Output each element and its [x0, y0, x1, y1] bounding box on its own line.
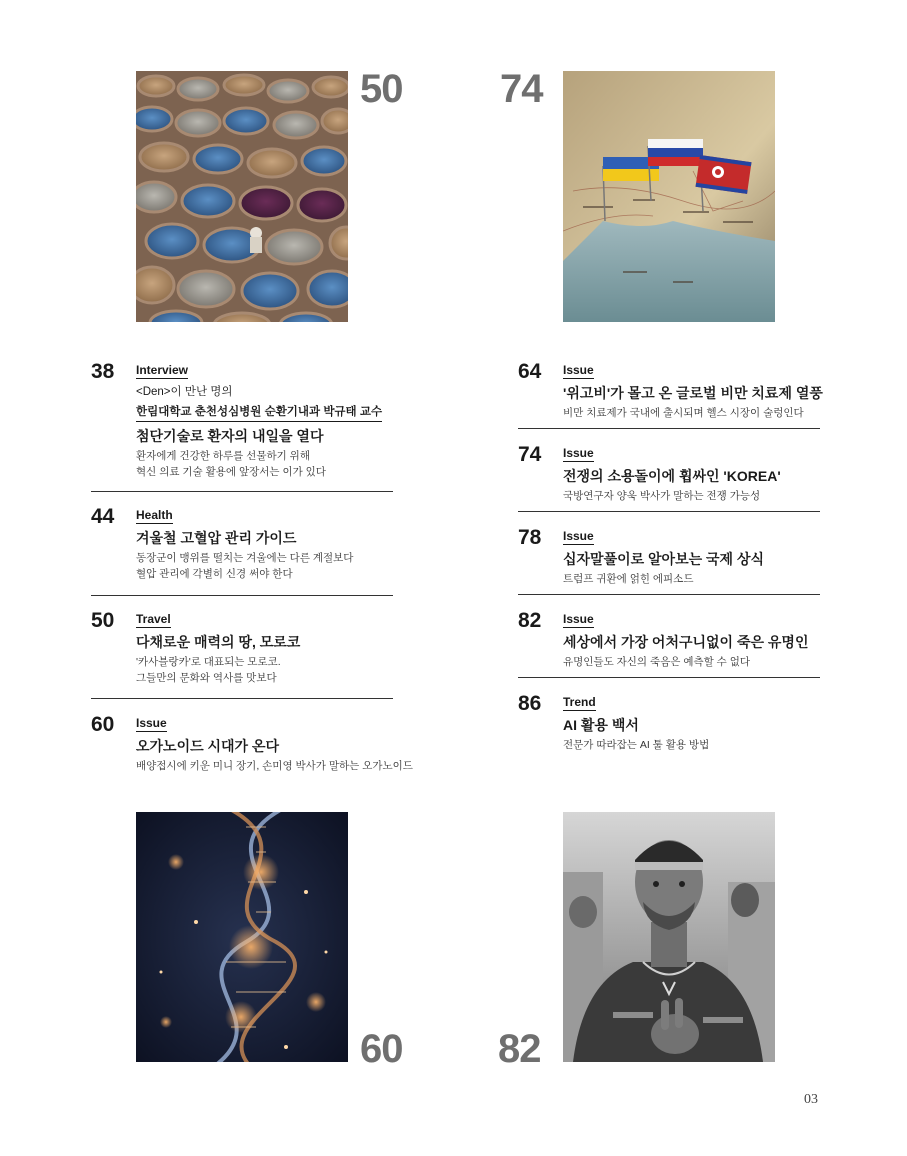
- entry-subtitle: 환자에게 건강한 하루를 선물하기 위해: [136, 450, 310, 462]
- entry-page-number: 74: [518, 443, 542, 466]
- portrait-photo: [563, 812, 775, 1062]
- entry-subtitle: 혁신 의료 기술 활용에 앞장서는 이가 있다: [136, 466, 326, 478]
- entry-page-number: 38: [91, 360, 115, 383]
- entry-category: Trend: [563, 695, 596, 709]
- page-number: 03: [804, 1092, 818, 1107]
- entry-subtitle: 혈압 관리에 각별히 신경 써야 한다: [136, 568, 293, 580]
- divider: [91, 595, 393, 596]
- tannery-page-label: 50: [360, 67, 403, 111]
- entry-subtitle: 배양접시에 키운 미니 장기, 손미영 박사가 말하는 오가노이드: [136, 760, 413, 772]
- divider: [518, 428, 820, 429]
- entry-category: Issue: [563, 612, 594, 626]
- entry-title: 겨울철 고혈압 관리 가이드: [136, 530, 297, 546]
- entry-page-number: 44: [91, 505, 115, 528]
- entry-subtitle: 국방연구자 양욱 박사가 말하는 전쟁 가능성: [563, 490, 761, 502]
- entry-category: Issue: [563, 446, 594, 460]
- entry-page-number: 60: [91, 713, 115, 736]
- entry-subtitle: 트럼프 귀환에 얽힌 에피소드: [563, 573, 694, 585]
- entry-category: Issue: [563, 529, 594, 543]
- entry-title: 전쟁의 소용돌이에 휩싸인 'KOREA': [563, 468, 781, 484]
- entry-category: Health: [136, 508, 173, 522]
- entry-title: 다채로운 매력의 땅, 모로코: [136, 634, 301, 650]
- entry-title: AI 활용 백서: [563, 717, 639, 733]
- divider: [518, 594, 820, 595]
- entry-highlight: 한림대학교 춘천성심병원 순환기내과 박규태 교수: [136, 405, 382, 422]
- entry-category: Interview: [136, 363, 189, 377]
- entry-subtitle: 비만 치료제가 국내에 출시되며 헬스 시장이 술렁인다: [563, 407, 804, 419]
- entry-title: '위고비'가 몰고 온 글로벌 비만 치료제 열풍: [563, 385, 823, 401]
- divider: [518, 677, 820, 678]
- entry-kicker: <Den>이 만난 명의: [136, 386, 233, 398]
- entry-page-number: 78: [518, 526, 542, 549]
- entry-category: Travel: [136, 612, 171, 626]
- entry-subtitle: '카사블랑카'로 대표되는 모로코.: [136, 656, 281, 668]
- divider: [91, 698, 393, 699]
- entry-title: 첨단기술로 환자의 내일을 열다: [136, 428, 324, 444]
- entry-page-number: 64: [518, 360, 542, 383]
- entry-subtitle: 동장군이 맹위를 떨치는 겨울에는 다른 계절보다: [136, 552, 354, 564]
- divider: [518, 511, 820, 512]
- entry-page-number: 50: [91, 609, 115, 632]
- entry-title: 세상에서 가장 어처구니없이 죽은 유명인: [563, 634, 809, 650]
- entry-page-number: 82: [518, 609, 542, 632]
- entry-subtitle: 그들만의 문화와 역사를 맛보다: [136, 672, 277, 684]
- entry-category: Issue: [136, 716, 167, 730]
- entry-category: Issue: [563, 363, 594, 377]
- entry-title: 십자말풀이로 알아보는 국제 상식: [563, 551, 765, 567]
- tannery-photo: [136, 71, 348, 322]
- divider: [91, 491, 393, 492]
- entry-title: 오가노이드 시대가 온다: [136, 738, 280, 754]
- map-flags-photo: [563, 71, 775, 322]
- portrait-page-label: 82: [498, 1027, 541, 1071]
- dna-page-label: 60: [360, 1027, 403, 1071]
- map-page-label: 74: [500, 67, 543, 111]
- dna-photo: [136, 812, 348, 1062]
- entry-subtitle: 전문가 따라잡는 AI 툴 활용 방법: [563, 739, 710, 751]
- entry-subtitle: 유명인들도 자신의 죽음은 예측할 수 없다: [563, 656, 751, 668]
- entry-page-number: 86: [518, 692, 542, 715]
